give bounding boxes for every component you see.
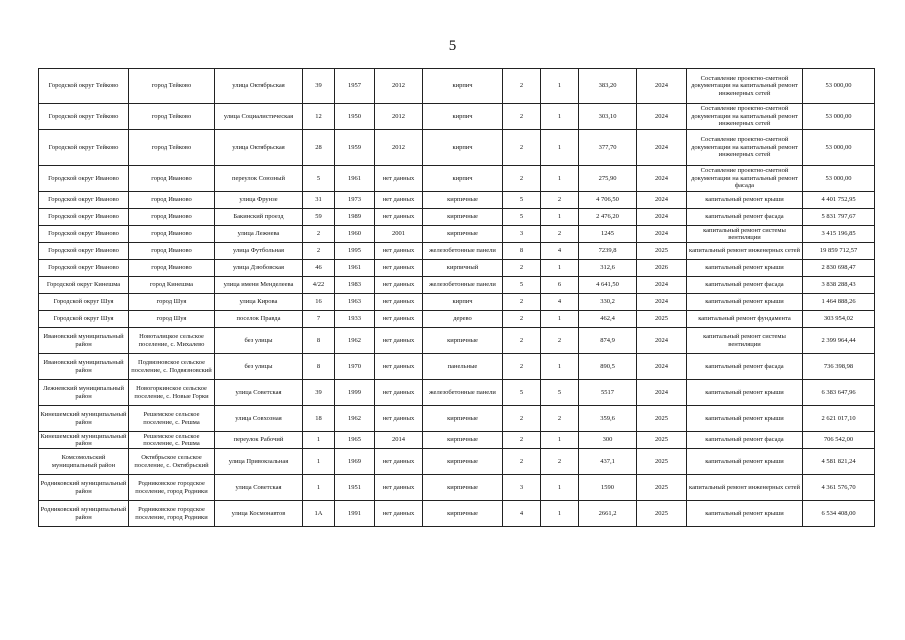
last-repair-year-cell: нет данных: [375, 192, 423, 209]
planned-year-cell: 2024: [637, 354, 687, 380]
planned-year-cell: 2024: [637, 294, 687, 311]
entrances-cell: 1: [541, 260, 579, 277]
municipality-cell: Городской округ Тейково: [39, 130, 129, 166]
year-built-cell: 1965: [335, 432, 375, 449]
table-row: [39, 449, 875, 475]
cost-cell: 706 542,00: [803, 432, 875, 449]
cost-cell: 6 383 647,96: [803, 380, 875, 406]
house-number-cell: 4/22: [303, 277, 335, 294]
table-row: [39, 328, 875, 354]
cost-cell: 736 398,98: [803, 354, 875, 380]
area-cell: 4 641,50: [579, 277, 637, 294]
cost-cell: 2 830 698,47: [803, 260, 875, 277]
last-repair-year-cell: нет данных: [375, 166, 423, 192]
floors-cell: 2: [503, 104, 541, 130]
work-type-cell: капитальный ремонт системы вентиляции: [687, 226, 803, 243]
planned-year-cell: 2026: [637, 260, 687, 277]
municipality-cell: Ивановский муниципальный район: [39, 354, 129, 380]
street-cell: улица Кирова: [215, 294, 303, 311]
page-number: 5: [448, 38, 457, 54]
area-cell: 437,1: [579, 449, 637, 475]
area-cell: 300: [579, 432, 637, 449]
area-cell: 312,6: [579, 260, 637, 277]
work-type-cell: капитальный ремонт системы вентиляции: [687, 328, 803, 354]
settlement-cell: Новоталицкое сельское поселение, с. Михалево: [129, 328, 215, 354]
house-number-cell: 28: [303, 130, 335, 166]
house-number-cell: 1: [303, 449, 335, 475]
year-built-cell: 1962: [335, 406, 375, 432]
work-type-cell: капитальный ремонт крыши: [687, 380, 803, 406]
last-repair-year-cell: нет данных: [375, 354, 423, 380]
last-repair-year-cell: нет данных: [375, 328, 423, 354]
floors-cell: 2: [503, 130, 541, 166]
wall-material-cell: кирпичные: [423, 432, 503, 449]
floors-cell: 5: [503, 192, 541, 209]
year-built-cell: 1962: [335, 328, 375, 354]
settlement-cell: город Кинешма: [129, 277, 215, 294]
year-built-cell: 1970: [335, 354, 375, 380]
year-built-cell: 1933: [335, 311, 375, 328]
municipality-cell: Городской округ Кинешма: [39, 277, 129, 294]
work-type-cell: капитальный ремонт крыши: [687, 449, 803, 475]
floors-cell: 4: [503, 501, 541, 527]
planned-year-cell: 2025: [637, 432, 687, 449]
table-row: [39, 380, 875, 406]
street-cell: улица Совхозная: [215, 406, 303, 432]
entrances-cell: 1: [541, 130, 579, 166]
last-repair-year-cell: нет данных: [375, 209, 423, 226]
street-cell: без улицы: [215, 354, 303, 380]
floors-cell: 2: [503, 311, 541, 328]
work-type-cell: капитальный ремонт инженерных сетей: [687, 475, 803, 501]
floors-cell: 3: [503, 226, 541, 243]
year-built-cell: 1991: [335, 501, 375, 527]
municipality-cell: Городской округ Иваново: [39, 166, 129, 192]
area-cell: 1590: [579, 475, 637, 501]
table-row: [39, 406, 875, 432]
house-number-cell: 7: [303, 311, 335, 328]
work-type-cell: капитальный ремонт крыши: [687, 406, 803, 432]
settlement-cell: Решемское сельское поселение, с. Решма: [129, 432, 215, 449]
house-number-cell: 39: [303, 380, 335, 406]
street-cell: поселок Правда: [215, 311, 303, 328]
municipality-cell: Городской округ Иваново: [39, 226, 129, 243]
work-type-cell: капитальный ремонт фундамента: [687, 311, 803, 328]
settlement-cell: Родниковское городское поселение, город Родники: [129, 475, 215, 501]
wall-material-cell: железобетонные панели: [423, 380, 503, 406]
house-number-cell: 1А: [303, 501, 335, 527]
work-type-cell: капитальный ремонт фасада: [687, 209, 803, 226]
cost-cell: 5 831 797,67: [803, 209, 875, 226]
cost-cell: 1 464 888,26: [803, 294, 875, 311]
floors-cell: 2: [503, 449, 541, 475]
wall-material-cell: кирпичные: [423, 501, 503, 527]
area-cell: 462,4: [579, 311, 637, 328]
house-number-cell: 8: [303, 328, 335, 354]
floors-cell: 8: [503, 243, 541, 260]
wall-material-cell: кирпичные: [423, 192, 503, 209]
house-number-cell: 59: [303, 209, 335, 226]
cost-cell: 6 534 408,00: [803, 501, 875, 527]
last-repair-year-cell: нет данных: [375, 406, 423, 432]
planned-year-cell: 2024: [637, 226, 687, 243]
cost-cell: 4 361 576,70: [803, 475, 875, 501]
house-number-cell: 46: [303, 260, 335, 277]
entrances-cell: 1: [541, 104, 579, 130]
wall-material-cell: кирпич: [423, 294, 503, 311]
planned-year-cell: 2024: [637, 192, 687, 209]
work-type-cell: Составление проектно-сметной документации на капитальный ремонт инженерных сетей: [687, 104, 803, 130]
street-cell: улица Октябрьская: [215, 69, 303, 104]
house-number-cell: 8: [303, 354, 335, 380]
work-type-cell: Составление проектно-сметной документации на капитальный ремонт фасада: [687, 166, 803, 192]
work-type-cell: капитальный ремонт фасада: [687, 354, 803, 380]
wall-material-cell: кирпич: [423, 104, 503, 130]
municipality-cell: Ивановский муниципальный район: [39, 328, 129, 354]
work-type-cell: капитальный ремонт фасада: [687, 277, 803, 294]
area-cell: 874,9: [579, 328, 637, 354]
street-cell: улица Привокзальная: [215, 449, 303, 475]
cost-cell: 303 954,02: [803, 311, 875, 328]
floors-cell: 2: [503, 166, 541, 192]
work-type-cell: Составление проектно-сметной документации на капитальный ремонт инженерных сетей: [687, 130, 803, 166]
wall-material-cell: кирпичные: [423, 226, 503, 243]
settlement-cell: город Шуя: [129, 311, 215, 328]
planned-year-cell: 2024: [637, 69, 687, 104]
street-cell: улица Футбольная: [215, 243, 303, 260]
entrances-cell: 4: [541, 243, 579, 260]
municipality-cell: Городской округ Иваново: [39, 260, 129, 277]
year-built-cell: 1961: [335, 166, 375, 192]
cost-cell: 2 621 017,10: [803, 406, 875, 432]
table-row: [39, 226, 875, 243]
house-number-cell: 39: [303, 69, 335, 104]
municipality-cell: Родниковский муниципальный район: [39, 475, 129, 501]
municipality-cell: Городской округ Шуя: [39, 294, 129, 311]
settlement-cell: город Тейково: [129, 104, 215, 130]
municipality-cell: Городской округ Шуя: [39, 311, 129, 328]
floors-cell: 2: [503, 294, 541, 311]
planned-year-cell: 2024: [637, 209, 687, 226]
entrances-cell: 1: [541, 69, 579, 104]
table-row: [39, 260, 875, 277]
planned-year-cell: 2024: [637, 130, 687, 166]
area-cell: 2661,2: [579, 501, 637, 527]
wall-material-cell: кирпичные: [423, 209, 503, 226]
table-row: [39, 243, 875, 260]
settlement-cell: город Иваново: [129, 226, 215, 243]
area-cell: 303,10: [579, 104, 637, 130]
street-cell: улица Советская: [215, 380, 303, 406]
year-built-cell: 1973: [335, 192, 375, 209]
house-number-cell: 12: [303, 104, 335, 130]
entrances-cell: 1: [541, 209, 579, 226]
entrances-cell: 2: [541, 449, 579, 475]
floors-cell: 2: [503, 69, 541, 104]
house-number-cell: 1: [303, 432, 335, 449]
year-built-cell: 1957: [335, 69, 375, 104]
street-cell: улица Дзюбовская: [215, 260, 303, 277]
street-cell: улица имени Менделеева: [215, 277, 303, 294]
entrances-cell: 4: [541, 294, 579, 311]
year-built-cell: 1950: [335, 104, 375, 130]
planned-year-cell: 2024: [637, 380, 687, 406]
planned-year-cell: 2024: [637, 277, 687, 294]
entrances-cell: 2: [541, 406, 579, 432]
table-row: [39, 354, 875, 380]
floors-cell: 5: [503, 209, 541, 226]
house-number-cell: 2: [303, 226, 335, 243]
entrances-cell: 2: [541, 328, 579, 354]
settlement-cell: Подвязновское сельское поселение, с. Подвязновский: [129, 354, 215, 380]
municipality-cell: Родниковский муниципальный район: [39, 501, 129, 527]
table-body: [39, 69, 875, 527]
street-cell: улица Космонавтов: [215, 501, 303, 527]
planned-year-cell: 2025: [637, 449, 687, 475]
work-type-cell: капитальный ремонт крыши: [687, 501, 803, 527]
area-cell: 330,2: [579, 294, 637, 311]
table-row: [39, 209, 875, 226]
settlement-cell: город Тейково: [129, 69, 215, 104]
settlement-cell: город Иваново: [129, 192, 215, 209]
municipality-cell: Кинешемский муниципальный район: [39, 406, 129, 432]
table-row: [39, 192, 875, 209]
work-type-cell: Составление проектно-сметной документации на капитальный ремонт инженерных сетей: [687, 69, 803, 104]
entrances-cell: 2: [541, 192, 579, 209]
wall-material-cell: кирпич: [423, 166, 503, 192]
planned-year-cell: 2025: [637, 311, 687, 328]
street-cell: без улицы: [215, 328, 303, 354]
settlement-cell: город Тейково: [129, 130, 215, 166]
table-row: [39, 432, 875, 449]
last-repair-year-cell: 2012: [375, 69, 423, 104]
settlement-cell: город Иваново: [129, 166, 215, 192]
last-repair-year-cell: 2012: [375, 130, 423, 166]
area-cell: 377,70: [579, 130, 637, 166]
settlement-cell: Решемское сельское поселение, с. Решма: [129, 406, 215, 432]
house-number-cell: 31: [303, 192, 335, 209]
cost-cell: 53 000,00: [803, 69, 875, 104]
house-number-cell: 16: [303, 294, 335, 311]
area-cell: 275,90: [579, 166, 637, 192]
planned-year-cell: 2025: [637, 406, 687, 432]
planned-year-cell: 2024: [637, 104, 687, 130]
cost-cell: 53 000,00: [803, 166, 875, 192]
entrances-cell: 2: [541, 226, 579, 243]
entrances-cell: 1: [541, 501, 579, 527]
floors-cell: 5: [503, 277, 541, 294]
table-row: [39, 501, 875, 527]
settlement-cell: город Иваново: [129, 209, 215, 226]
table-row: [39, 104, 875, 130]
wall-material-cell: дерево: [423, 311, 503, 328]
year-built-cell: 1951: [335, 475, 375, 501]
street-cell: улица Социалистическая: [215, 104, 303, 130]
last-repair-year-cell: нет данных: [375, 380, 423, 406]
street-cell: улица Советская: [215, 475, 303, 501]
work-type-cell: капитальный ремонт крыши: [687, 294, 803, 311]
last-repair-year-cell: нет данных: [375, 475, 423, 501]
planned-year-cell: 2024: [637, 328, 687, 354]
work-type-cell: капитальный ремонт крыши: [687, 260, 803, 277]
planned-year-cell: 2025: [637, 475, 687, 501]
cost-cell: 2 399 964,44: [803, 328, 875, 354]
cost-cell: 3 838 288,43: [803, 277, 875, 294]
wall-material-cell: кирпичный: [423, 260, 503, 277]
wall-material-cell: железобетонные панели: [423, 277, 503, 294]
area-cell: 383,20: [579, 69, 637, 104]
last-repair-year-cell: нет данных: [375, 311, 423, 328]
wall-material-cell: панельные: [423, 354, 503, 380]
floors-cell: 5: [503, 380, 541, 406]
floors-cell: 3: [503, 475, 541, 501]
street-cell: улица Лежнева: [215, 226, 303, 243]
wall-material-cell: кирпичные: [423, 328, 503, 354]
planned-year-cell: 2024: [637, 166, 687, 192]
house-number-cell: 5: [303, 166, 335, 192]
table-row: [39, 130, 875, 166]
floors-cell: 2: [503, 432, 541, 449]
year-built-cell: 1960: [335, 226, 375, 243]
planned-year-cell: 2025: [637, 501, 687, 527]
cost-cell: 19 859 712,57: [803, 243, 875, 260]
settlement-cell: Родниковское городское поселение, город Родники: [129, 501, 215, 527]
area-cell: 2 476,20: [579, 209, 637, 226]
area-cell: 7239,8: [579, 243, 637, 260]
entrances-cell: 5: [541, 380, 579, 406]
street-cell: Бакинский проезд: [215, 209, 303, 226]
last-repair-year-cell: нет данных: [375, 260, 423, 277]
year-built-cell: 1999: [335, 380, 375, 406]
year-built-cell: 1989: [335, 209, 375, 226]
year-built-cell: 1959: [335, 130, 375, 166]
table-row: [39, 166, 875, 192]
table-row: [39, 311, 875, 328]
cost-cell: 4 581 821,24: [803, 449, 875, 475]
municipality-cell: Комсомольский муниципальный район: [39, 449, 129, 475]
settlement-cell: город Иваново: [129, 243, 215, 260]
last-repair-year-cell: нет данных: [375, 277, 423, 294]
street-cell: переулок Рабочий: [215, 432, 303, 449]
area-cell: 359,6: [579, 406, 637, 432]
floors-cell: 2: [503, 354, 541, 380]
municipality-cell: Городской округ Тейково: [39, 104, 129, 130]
settlement-cell: Новогоркинское сельское поселение, с. Новые Горки: [129, 380, 215, 406]
table-row: [39, 294, 875, 311]
entrances-cell: 1: [541, 354, 579, 380]
last-repair-year-cell: нет данных: [375, 294, 423, 311]
table-row: [39, 277, 875, 294]
last-repair-year-cell: нет данных: [375, 501, 423, 527]
settlement-cell: город Иваново: [129, 260, 215, 277]
wall-material-cell: кирпичные: [423, 406, 503, 432]
floors-cell: 2: [503, 260, 541, 277]
street-cell: переулок Союзный: [215, 166, 303, 192]
cost-cell: 4 401 752,95: [803, 192, 875, 209]
wall-material-cell: кирпич: [423, 69, 503, 104]
last-repair-year-cell: 2012: [375, 104, 423, 130]
settlement-cell: Октябрьское сельское поселение, с. Октябрьский: [129, 449, 215, 475]
year-built-cell: 1969: [335, 449, 375, 475]
municipality-cell: Кинешемский муниципальный район: [40, 432, 127, 447]
last-repair-year-cell: 2001: [375, 226, 423, 243]
entrances-cell: 1: [541, 311, 579, 328]
wall-material-cell: кирпич: [423, 130, 503, 166]
municipality-cell: Городской округ Иваново: [39, 209, 129, 226]
cost-cell: 3 415 196,85: [803, 226, 875, 243]
planned-year-cell: 2025: [637, 243, 687, 260]
house-number-cell: 2: [303, 243, 335, 260]
table-row: [39, 69, 875, 104]
municipality-cell: Городской округ Тейково: [39, 69, 129, 104]
area-cell: 5517: [579, 380, 637, 406]
year-built-cell: 1963: [335, 294, 375, 311]
year-built-cell: 1983: [335, 277, 375, 294]
wall-material-cell: кирпичные: [423, 449, 503, 475]
house-number-cell: 18: [303, 406, 335, 432]
floors-cell: 2: [503, 328, 541, 354]
year-built-cell: 1961: [335, 260, 375, 277]
entrances-cell: 1: [541, 166, 579, 192]
cost-cell: 53 000,00: [803, 130, 875, 166]
repair-program-table: [38, 68, 875, 527]
last-repair-year-cell: нет данных: [375, 449, 423, 475]
street-cell: улица Октябрьская: [215, 130, 303, 166]
house-number-cell: 1: [303, 475, 335, 501]
municipality-cell: Городской округ Иваново: [39, 243, 129, 260]
work-type-cell: капитальный ремонт крыши: [687, 192, 803, 209]
area-cell: 4 706,50: [579, 192, 637, 209]
entrances-cell: 1: [541, 432, 579, 449]
settlement-cell: город Шуя: [129, 294, 215, 311]
street-cell: улица Фрунзе: [215, 192, 303, 209]
year-built-cell: 1995: [335, 243, 375, 260]
area-cell: 1245: [579, 226, 637, 243]
entrances-cell: 1: [541, 475, 579, 501]
last-repair-year-cell: 2014: [375, 432, 423, 449]
municipality-cell: Лежневский муниципальный район: [39, 380, 129, 406]
table-row: [39, 475, 875, 501]
municipality-cell: Городской округ Иваново: [39, 192, 129, 209]
work-type-cell: капитальный ремонт инженерных сетей: [687, 243, 803, 260]
entrances-cell: 6: [541, 277, 579, 294]
area-cell: 890,5: [579, 354, 637, 380]
work-type-cell: капитальный ремонт фасада: [687, 432, 803, 449]
cost-cell: 53 000,00: [803, 104, 875, 130]
wall-material-cell: железобетонные панели: [423, 243, 503, 260]
floors-cell: 2: [503, 406, 541, 432]
last-repair-year-cell: нет данных: [375, 243, 423, 260]
wall-material-cell: кирпичные: [423, 475, 503, 501]
